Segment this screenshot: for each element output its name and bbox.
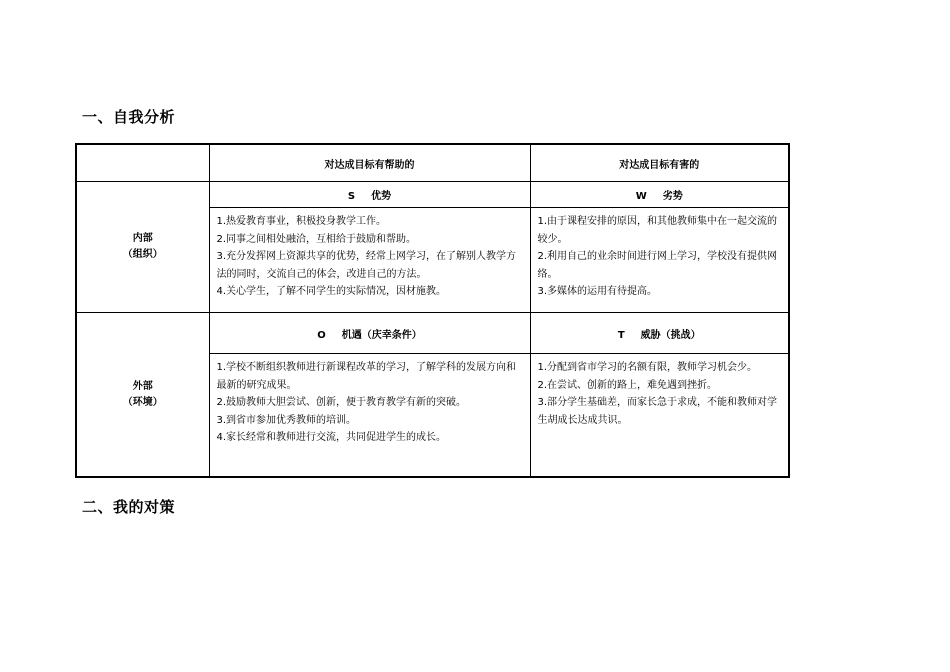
strengths-item: 1.热爱教育事业，积极投身教学工作。 (216, 216, 387, 227)
external-label-line1: 外部 (132, 380, 153, 392)
weaknesses-heading (530, 182, 789, 208)
strengths-content (209, 208, 530, 313)
threats-letter: T (617, 329, 625, 341)
threats-heading (530, 313, 789, 354)
swot-table (75, 143, 790, 478)
threats-content (530, 354, 789, 478)
strengths-item: 2.同事之间相处融洽，互相给于鼓励和帮助。 (216, 233, 417, 245)
opportunities-item: 2.鼓励教师大胆尝试、创新，便于教育教学有新的突破。 (216, 397, 467, 408)
strengths-item: 3.充分发挥网上资源共享的优势，经常上网学习，在了解别人教学方法的同时，交流自己的体会，改进自己的方法。 (216, 251, 517, 280)
internal-label (76, 182, 209, 313)
opportunities-letter: O (317, 329, 326, 341)
strengths-heading (209, 182, 530, 208)
strengths-title: 优势 (371, 191, 392, 202)
weaknesses-title: 劣势 (662, 191, 683, 202)
threats-item: 3.部分学生基础差，而家长急于求成，不能和教师对学生胡成长达成共识。 (537, 397, 778, 426)
internal-label-line1: 内部 (132, 233, 153, 244)
opportunities-item: 4.家长经常和教师进行交流，共同促进学生的成长。 (216, 432, 447, 443)
internal-subheader-row (76, 182, 789, 208)
weaknesses-item: 1.由于课程安排的原因，和其他教师集中在一起交流的较少。 (537, 216, 778, 245)
strengths-item: 4.关心学生，了解不同学生的实际情况，因材施教。 (216, 286, 447, 297)
opportunities-item: 1.学校不断组织教师进行新课程改革的学习，了解学科的发展方向和最新的研究成果。 (216, 362, 517, 391)
opportunities-content (209, 354, 530, 478)
threats-item: 2.在尝试、创新的路上，难免遇到挫折。 (537, 379, 718, 391)
external-label (76, 313, 209, 478)
external-label-line2: （环境） (122, 396, 163, 408)
section-title-strategy: 二、我的对策 (82, 498, 176, 516)
weaknesses-content (530, 208, 789, 313)
corner-cell (76, 144, 209, 182)
strengths-letter: S (347, 191, 356, 202)
header-helpful: 对达成目标有帮助的 (209, 144, 530, 182)
weaknesses-letter: W (635, 191, 647, 202)
weaknesses-item: 2.利用自己的业余时间进行网上学习，学校没有提供网络。 (537, 251, 778, 280)
weaknesses-item: 3.多媒体的运用有待提高。 (537, 286, 658, 297)
section-title-self-analysis: 一、自我分析 (82, 108, 176, 126)
internal-label-line2: （组织） (122, 249, 163, 260)
external-subheader-row (76, 313, 789, 354)
opportunities-item: 3.到省市参加优秀教师的培训。 (216, 414, 357, 426)
threats-item: 1.分配到省市学习的名额有限，教师学习机会少。 (537, 362, 758, 373)
header-row (76, 144, 789, 182)
opportunities-heading (209, 313, 530, 354)
header-harmful: 对达成目标有害的 (530, 144, 789, 182)
threats-title: 威胁（挑战） (640, 329, 701, 341)
opportunities-title: 机遇（庆幸条件） (341, 329, 422, 341)
